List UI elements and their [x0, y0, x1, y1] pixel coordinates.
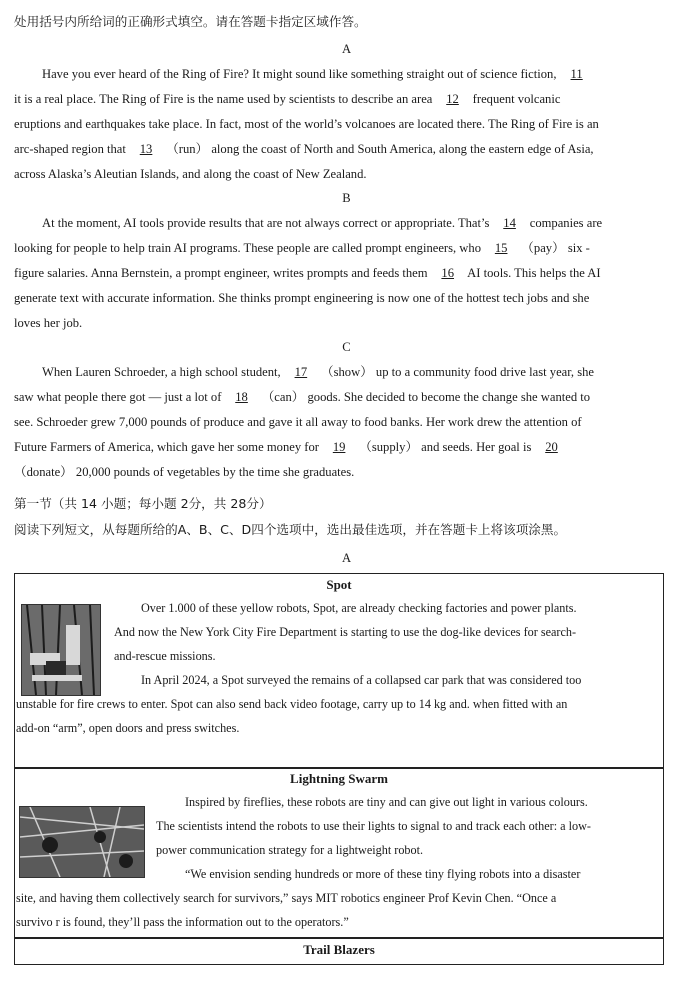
swarm-line-5: site, and having them collectively search for survivors,” says MIT robotics engineer Prof Kevin Chen. “Once a	[16, 891, 557, 905]
answer-blank-18[interactable]: 18	[235, 390, 248, 404]
spot-title: Spot	[326, 577, 352, 592]
passage-a-line-2	[14, 91, 679, 107]
passage-c-line-4	[14, 439, 679, 455]
swarm-line-2: The scientists intend the robots to use their lights to signal to and track each other: a low-	[156, 819, 591, 833]
line-text: loves her job.	[14, 316, 83, 330]
spot-line-3: and-rescue missions.	[114, 649, 216, 663]
swarm-robot-photo	[19, 806, 145, 878]
section-instruction: 阅读下列短文，从每题所给的A、B、C、D四个选项中，选出最佳选项，并在答题卡上将该项涂黑。	[14, 522, 567, 537]
line-text: When Lauren Schroeder, a high school student,	[42, 365, 284, 379]
line-text: （pay） six -	[518, 241, 590, 255]
swarm-line-6: survivo r is found, they’ll pass the information out to the operators.”	[16, 915, 349, 929]
answer-blank-17[interactable]: 17	[294, 365, 308, 379]
spot-line-1: Over 1.000 of these yellow robots, Spot, are already checking factories and power plants.	[141, 601, 577, 615]
passage-b-line-3	[14, 265, 679, 281]
passage-b-line-1	[14, 215, 679, 231]
spot-line-6: add-on “arm”, open doors and press switches.	[16, 721, 240, 735]
spot-box	[14, 573, 664, 769]
swarm-line-4: “We envision sending hundreds or more of these tiny flying robots into a disaster	[185, 867, 581, 881]
instruction-top: 处用括号内所给词的正确形式填空。请在答题卡指定区域作答。	[14, 14, 367, 29]
line-text: Have you ever heard of the Ring of Fire? It might sound like something straight out of science fiction,	[42, 67, 560, 81]
line-text: figure salaries. Anna Bernstein, a prompt engineer, writes prompts and feeds them	[14, 266, 431, 280]
line-text: Future Farmers of America, which gave her some money for	[14, 440, 323, 454]
answer-blank-11[interactable]: 11	[570, 67, 583, 81]
line-text: frequent volcanic	[469, 92, 561, 106]
line-text: AI tools. This helps the AI	[464, 266, 601, 280]
spot-line-4: In April 2024, a Spot surveyed the remains of a collapsed car park that was considered too	[141, 673, 582, 687]
line-text: looking for people to help train AI programs. These people are called prompt engineers, who	[14, 241, 485, 255]
answer-blank-12[interactable]: 12	[446, 92, 459, 106]
line-text: companies are	[526, 216, 603, 230]
passage-c-line-3	[14, 414, 679, 430]
swarm-line-1: Inspired by fireflies, these robots are tiny and can give out light in various colours.	[185, 795, 588, 809]
swarm-line-3: power communication strategy for a lightweight robot.	[156, 843, 424, 857]
line-text: see. Schroeder grew 7,000 pounds of produce and gave it all away to food banks. Her work drew the attention of	[14, 415, 582, 429]
section-heading: A	[341, 551, 352, 565]
spot-line-2: And now the New York City Fire Department is starting to use the dog-like devices for search-	[114, 625, 577, 639]
section-title: 第一节（共 14 小题；每小题 2分，共 28分）	[14, 496, 272, 511]
line-text: across Alaska’s Aleutian Islands, and along the coast of New Zealand.	[14, 167, 367, 181]
line-text: At the moment, AI tools provide results that are not always correct or appropriate. That’s	[42, 216, 493, 230]
answer-blank-20[interactable]: 20	[545, 440, 558, 454]
line-text: saw what people there got — just a lot of	[14, 390, 225, 404]
line-text: （can） goods. She decided to become the change she wanted to	[258, 390, 591, 404]
passage-a-line-3	[14, 116, 679, 132]
answer-blank-14[interactable]: 14	[503, 216, 516, 230]
passage-b-line-4	[14, 290, 679, 306]
line-text: （run） along the coast of North and South America, along the eastern edge of Asia,	[163, 142, 594, 156]
passage-a-line-4	[14, 141, 679, 157]
line-text: arc-shaped region that	[14, 142, 130, 156]
passage-a-line-1	[14, 66, 679, 82]
answer-blank-13[interactable]: 13	[139, 142, 153, 156]
passage-a-heading: A	[341, 42, 352, 56]
passage-c-line-2	[14, 389, 679, 405]
passage-b-heading: B	[342, 191, 351, 205]
line-text: generate text with accurate information. She thinks prompt engineering is now one of the hottest tech jobs and she	[14, 291, 590, 305]
answer-blank-16[interactable]: 16	[441, 266, 455, 280]
passage-b-line-2	[14, 240, 679, 256]
passage-c-heading: C	[342, 340, 351, 354]
line-text: （supply） and seeds. Her goal is	[356, 440, 535, 454]
line-text: it is a real place. The Ring of Fire is the name used by scientists to describe an area	[14, 92, 436, 106]
line-text: （show） up to a community food drive last year, she	[317, 365, 595, 379]
swarm-box	[14, 767, 664, 939]
passage-a-line-5	[14, 166, 679, 182]
spot-line-5: unstable for fire crews to enter. Spot can also send back video footage, carry up to 14 kg and. when fitted with an	[16, 697, 568, 711]
swarm-title: Lightning Swarm	[290, 771, 388, 786]
passage-b-line-5	[14, 315, 679, 331]
line-text: eruptions and earthquakes take place. In fact, most of the world’s volcanoes are located there. The Ring of Fire is an	[14, 117, 599, 131]
answer-blank-15[interactable]: 15	[494, 241, 508, 255]
spot-robot-photo	[21, 604, 101, 696]
trail-box	[14, 937, 664, 965]
passage-c-line-1	[14, 364, 679, 380]
trail-title: Trail Blazers	[303, 942, 375, 957]
passage-c-line-5	[14, 464, 679, 480]
line-text: （donate） 20,000 pounds of vegetables by the time she graduates.	[14, 465, 355, 479]
answer-blank-19[interactable]: 19	[332, 440, 346, 454]
